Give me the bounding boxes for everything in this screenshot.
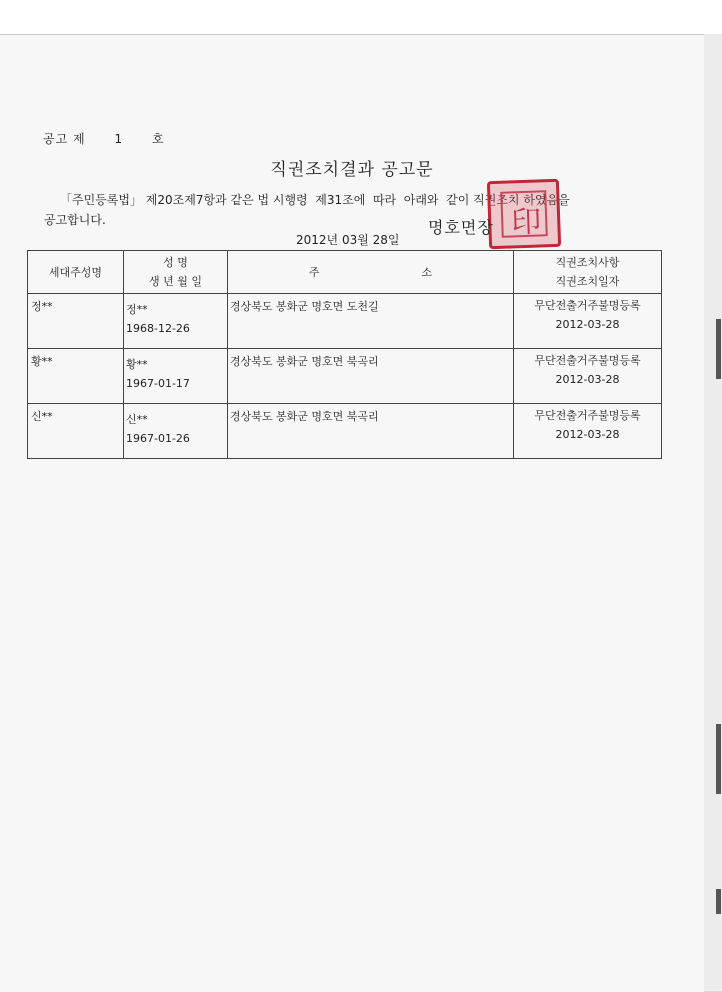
header-address-left: 주: [308, 266, 320, 279]
table-row: [28, 404, 662, 459]
person-name: 황**: [126, 358, 148, 371]
document-page: [0, 34, 704, 992]
address-cell: 경상북도 봉화군 명호면 도천길: [228, 294, 514, 349]
name-birth-cell: [124, 404, 228, 459]
header-address: [228, 251, 514, 294]
header-householder: 세대주성명: [28, 251, 124, 294]
signatory-title: 명호면장: [428, 218, 494, 237]
official-seal-stamp: [487, 179, 561, 249]
action-cell: [514, 294, 662, 349]
action-date: 2012-03-28: [555, 373, 620, 386]
birth-date: 1967-01-26: [126, 432, 190, 445]
header-action-type: 직권조치사항: [555, 256, 620, 269]
seal-glyph: 印: [510, 204, 542, 241]
scan-mark: [716, 889, 721, 914]
address-cell: 경상북도 봉화군 명호면 북곡리: [228, 349, 514, 404]
table-header-row: [28, 251, 662, 294]
notice-date: 2012년 03월 28일: [296, 233, 400, 247]
document-title: 직권조치결과 공고문: [270, 160, 434, 180]
notice-number: 공고 제 1 호: [43, 132, 165, 146]
birth-date: 1968-12-26: [126, 322, 190, 335]
header-name-birth: [124, 251, 228, 294]
householder-cell: 황**: [28, 349, 124, 404]
action-type: 무단전출거주불명등록: [534, 354, 641, 367]
scan-right-edge: [704, 34, 722, 991]
action-date: 2012-03-28: [555, 318, 620, 331]
householder-cell: 정**: [28, 294, 124, 349]
scan-mark: [716, 724, 721, 794]
householder-cell: 신**: [28, 404, 124, 459]
action-date: 2012-03-28: [555, 428, 620, 441]
header-name: 성 명: [163, 256, 188, 269]
header-birth: 생 년 월 일: [149, 275, 202, 288]
scan-top-margin: [0, 0, 722, 34]
action-cell: [514, 404, 662, 459]
action-type: 무단전출거주불명등록: [534, 409, 641, 422]
name-birth-cell: [124, 294, 228, 349]
body-text-line2: 공고합니다.: [44, 213, 106, 227]
person-name: 신**: [126, 413, 148, 426]
scan-mark: [716, 319, 721, 379]
header-address-right: 소: [421, 266, 433, 279]
header-action-date: 직권조치일자: [555, 275, 620, 288]
header-action: [514, 251, 662, 294]
name-birth-cell: [124, 349, 228, 404]
table-row: [28, 294, 662, 349]
table-row: [28, 349, 662, 404]
body-text-line1: 「주민등록법」 제20조제7항과 같은 법 시행령 제31조에 따라 아래와 같이 직권조치 하였음을: [60, 193, 570, 207]
action-results-table: [27, 250, 662, 459]
action-type: 무단전출거주불명등록: [534, 299, 641, 312]
address-cell: 경상북도 봉화군 명호면 북곡리: [228, 404, 514, 459]
action-cell: [514, 349, 662, 404]
birth-date: 1967-01-17: [126, 377, 190, 390]
person-name: 정**: [126, 303, 148, 316]
